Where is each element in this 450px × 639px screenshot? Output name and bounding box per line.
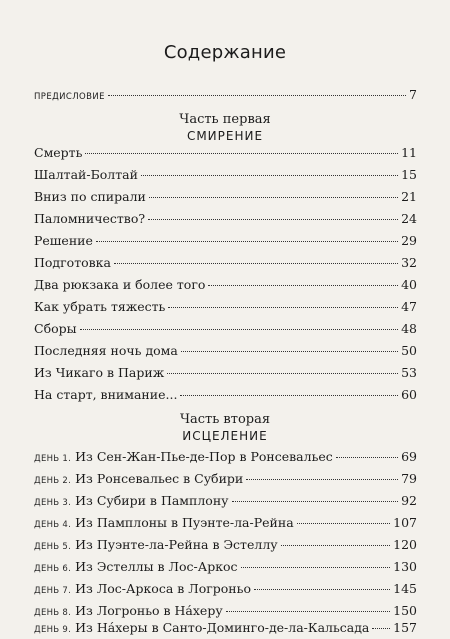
- leader-dots: [232, 501, 399, 502]
- toc-entry-label: Из Пуэнте-ла-Рейна в Эстеллу: [75, 537, 278, 552]
- day-label: ДЕНЬ 3.: [34, 498, 72, 508]
- toc-entry-page: 120: [393, 537, 417, 552]
- toc-entry: [34, 619, 417, 637]
- leader-dots: [241, 567, 391, 568]
- toc-entry: [34, 166, 417, 184]
- leader-dots: [254, 589, 390, 590]
- toc-entry-label: Шалтай-Болтай: [34, 167, 138, 182]
- part-name: СМИРЕНИЕ: [186, 129, 264, 143]
- toc-entry-label: Из Эстеллы в Лос-Аркос: [75, 559, 238, 574]
- toc-entry-page: 32: [401, 255, 417, 270]
- leader-dots: [167, 373, 398, 374]
- toc-entry: [34, 470, 417, 488]
- toc-entry-page: 107: [393, 515, 417, 530]
- leader-dots: [208, 285, 398, 286]
- toc-entry-page: 50: [401, 343, 417, 358]
- leader-dots: [85, 153, 398, 154]
- toc-entry-label: Как убрать тяжесть: [34, 299, 166, 314]
- leader-dots: [141, 175, 398, 176]
- leader-dots: [108, 95, 406, 96]
- part-heading: Часть первая: [179, 112, 271, 127]
- toc-entry-page: 92: [401, 493, 417, 508]
- toc-entry-page: 53: [401, 365, 417, 380]
- toc-entry-page: 40: [401, 277, 417, 292]
- leader-dots: [181, 351, 398, 352]
- part-name: ИСЦЕЛЕНИЕ: [182, 429, 268, 443]
- toc-entry: [34, 210, 417, 228]
- toc-entry-page: 24: [401, 211, 417, 226]
- day-label: ДЕНЬ 4.: [34, 520, 72, 530]
- toc-entry-label: Вниз по спирали: [34, 189, 146, 204]
- toc-entry-label: Из Субири в Памплону: [75, 493, 229, 508]
- toc-entry: [34, 514, 417, 532]
- toc-entry-label: Подготовка: [34, 255, 111, 270]
- day-label: ДЕНЬ 2.: [34, 476, 72, 486]
- toc-entry-label: Последняя ночь дома: [34, 343, 178, 358]
- day-label: ДЕНЬ 7.: [34, 586, 72, 596]
- toc-entry-label: Из Нáхеры в Санто-Доминго-де-ла-Кальсада: [75, 620, 370, 635]
- toc-entry: [34, 386, 417, 404]
- toc-entry: [34, 536, 417, 554]
- toc-entry-page: 47: [401, 299, 417, 314]
- toc-entry-label: На старт, внимание...: [34, 387, 178, 402]
- leader-dots: [148, 219, 398, 220]
- toc-entry-label: Два рюкзака и более того: [34, 277, 206, 292]
- leader-dots: [180, 395, 398, 396]
- toc-entry-label: Смерть: [34, 145, 83, 160]
- toc-entry-page: 79: [401, 471, 417, 486]
- leader-dots: [372, 628, 390, 629]
- toc-entry: [34, 144, 417, 162]
- toc-entry-label: Из Лос-Аркоса в Логроньо: [75, 581, 251, 596]
- toc-entry-page: 48: [401, 321, 417, 336]
- toc-entry-label: Решение: [34, 233, 93, 248]
- leader-dots: [336, 457, 398, 458]
- toc-entry-label: Из Ронсевальес в Субири: [75, 471, 244, 486]
- leader-dots: [80, 329, 399, 330]
- leader-dots: [281, 545, 391, 546]
- toc-entry: [34, 602, 417, 620]
- toc-entry: [34, 364, 417, 382]
- toc-entry-preface: [34, 86, 417, 104]
- toc-entry-label: Из Логроньо в Нáхеру: [75, 603, 223, 618]
- toc-entry-label: Паломничество?: [34, 211, 146, 226]
- toc-entry-page: 130: [393, 559, 417, 574]
- leader-dots: [168, 307, 398, 308]
- toc-entry-page: 157: [393, 620, 417, 635]
- toc-entry-page: 69: [401, 449, 417, 464]
- page-title: Содержание: [163, 42, 287, 63]
- toc-entry-page: 145: [393, 581, 417, 596]
- day-label: ДЕНЬ 9.: [34, 625, 72, 635]
- leader-dots: [149, 197, 398, 198]
- day-label: ДЕНЬ 5.: [34, 542, 72, 552]
- toc-entry: [34, 320, 417, 338]
- toc-entry-page: 21: [401, 189, 417, 204]
- toc-entry: [34, 558, 417, 576]
- toc-entry-label: ПРЕДИСЛОВИЕ: [34, 92, 105, 102]
- toc-entry-page: 60: [401, 387, 417, 402]
- toc-entry-page: 15: [401, 167, 417, 182]
- day-label: ДЕНЬ 6.: [34, 564, 72, 574]
- toc-entry: [34, 254, 417, 272]
- toc-entry-page: 7: [409, 87, 417, 102]
- leader-dots: [246, 479, 398, 480]
- toc-entry-page: 29: [401, 233, 417, 248]
- toc-entry: [34, 342, 417, 360]
- toc-entry-label: Сборы: [34, 321, 77, 336]
- toc-entry: [34, 276, 417, 294]
- toc-entry-label: Из Сен-Жан-Пье-де-Пор в Ронсевальес: [75, 449, 333, 464]
- toc-entry: [34, 232, 417, 250]
- toc-entry-label: Из Чикаго в Париж: [34, 365, 165, 380]
- leader-dots: [297, 523, 390, 524]
- leader-dots: [96, 241, 398, 242]
- day-label: ДЕНЬ 8.: [34, 608, 72, 618]
- toc-entry: [34, 448, 417, 466]
- part-heading: Часть вторая: [179, 412, 271, 427]
- toc-entry: [34, 188, 417, 206]
- toc-entry: [34, 298, 417, 316]
- day-label: ДЕНЬ 1.: [34, 454, 72, 464]
- toc-entry: [34, 580, 417, 598]
- toc-entry: [34, 492, 417, 510]
- toc-entry-page: 11: [401, 145, 417, 160]
- leader-dots: [226, 611, 390, 612]
- toc-entry-label: Из Памплоны в Пуэнте-ла-Рейна: [75, 515, 294, 530]
- leader-dots: [114, 263, 398, 264]
- toc-entry-page: 150: [393, 603, 417, 618]
